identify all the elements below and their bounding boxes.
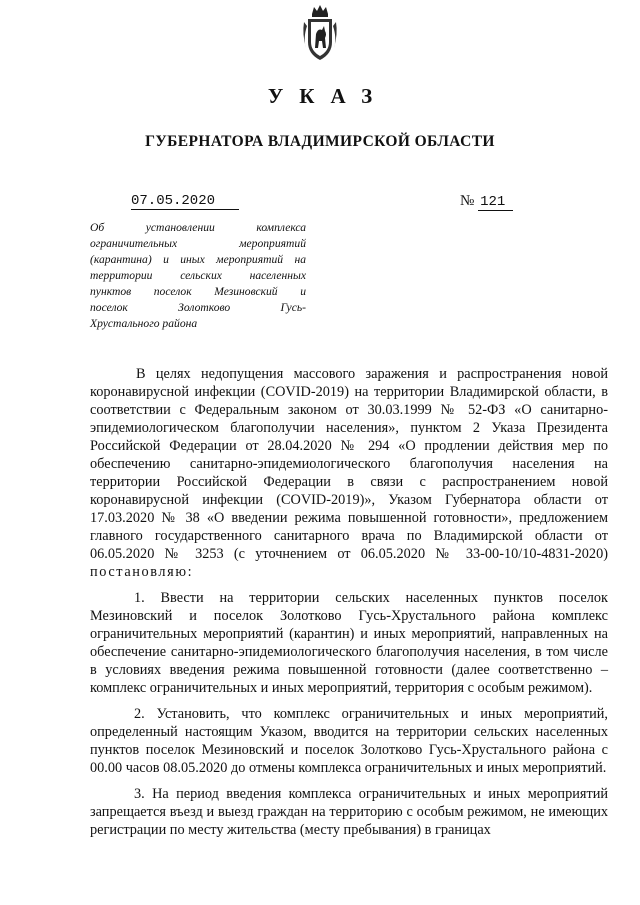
decree-body bbox=[90, 365, 608, 847]
heading-line: территории сельских населенных bbox=[90, 269, 306, 282]
decree-number-value: 121 bbox=[478, 194, 513, 211]
heading-line: ограничительных мероприятий bbox=[90, 237, 306, 250]
preamble-paragraph bbox=[90, 365, 608, 581]
decree-number bbox=[460, 193, 513, 211]
coat-of-arms-icon bbox=[300, 4, 340, 64]
preamble-text: В целях недопущения массового заражения и распространения новой коронавирусной инфекции (COVID-2019) на территории Владимирской области, в соответствии с Федеральным законом от 30.03.1999 № 52-ФЗ «О санитарно-эпидемиологическом благополучии населения», пунктом 2 Указа Президента Российской Федерации от 28.04.2020 № 294 «О продлении действия мер по обеспечению санитарно-эпидемиологического благополучия населения на территории Российской Федерации в связи с распространением новой коронавирусной инфекции (COVID-2019)», Указом Губернатора области от 17.03.2020 № 38 «О введении режима повышенной готовности», предложением главного государственного санитарного врача по Владимирской области от 06.05.2020 № 3253 (с уточнением от 06.05.2020 № 33-00-10/10-4831-2020) bbox=[90, 366, 608, 562]
decree-item: 3. На период введения комплекса ограничительных и иных мероприятий запрещается въезд и выезд граждан на территорию с особым режимом, не имеющих регистрации по месту жительства (месту пребывания) в границах bbox=[90, 786, 608, 838]
decree-item: 2. Установить, что комплекс ограничительных и иных мероприятий, определенный настоящим Указом, вводится на территории сельских населенных пунктов поселок Мезиновский и поселок Золотково Гусь-Хрустального района с 00.00 часов 08.05.2020 до отмены комплекса ограничительных и иных мероприятий. bbox=[90, 706, 608, 776]
heading-line: пунктов поселок Мезиновский и bbox=[90, 285, 306, 298]
heading-line: Хрустального района bbox=[90, 317, 198, 330]
decree-date-value: 07.05.2020 bbox=[131, 193, 239, 210]
decree-date bbox=[131, 193, 239, 210]
heading-line: Об установлении комплекса bbox=[90, 221, 306, 234]
issuer-subtitle: ГУБЕРНАТОРА ВЛАДИМИРСКОЙ ОБЛАСТИ bbox=[145, 133, 495, 150]
decree-word: постановляю: bbox=[90, 564, 194, 580]
page-title: УКАЗ bbox=[267, 84, 389, 108]
decree-number-label: № bbox=[460, 193, 475, 209]
heading-line: (карантина) и иных мероприятий на bbox=[90, 253, 306, 266]
decree-heading bbox=[90, 220, 306, 332]
decree-item: 1. Ввести на территории сельских населенных пунктов поселок Мезиновский и поселок Золотково Гусь-Хрустального района комплекс ограничительных мероприятий (карантин) и иных мероприятий, направленных на обеспечение санитарно-эпидемиологического благополучия населения, в том числе в условиях введения режима повышенной готовности (далее соответственно – комплекс ограничительных и иных мероприятий, территория с особым режимом). bbox=[90, 590, 608, 696]
heading-line: поселок Золотково Гусь- bbox=[90, 301, 306, 314]
